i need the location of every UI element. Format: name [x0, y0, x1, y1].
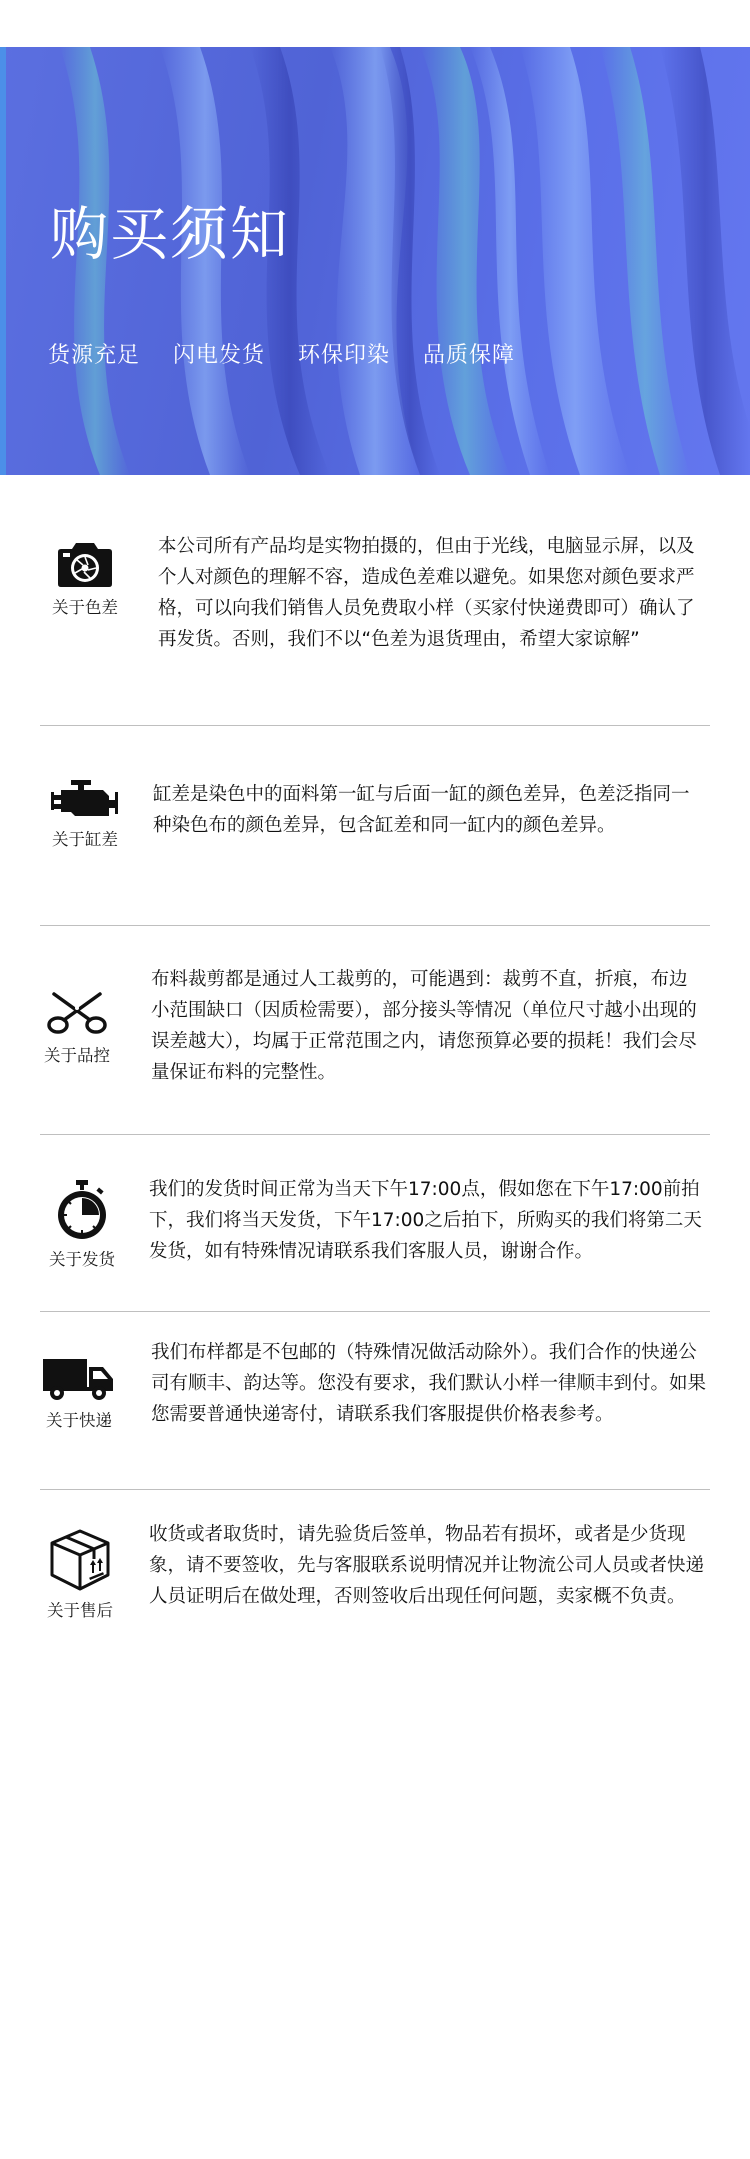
notice-text: 本公司所有产品均是实物拍摄的，但由于光线，电脑显示屏，以及个人对颜色的理解不容，造成色差难以避免。如果您对颜色要求严格，可以向我们销售人员免费取小样（买家付快递费即可）确认了再发货。否则，我们不以“色差为退货理由，希望大家谅解”	[158, 536, 695, 650]
notice-text: 我们布样都是不包邮的（特殊情况做活动除外）。我们合作的快递公司有顺丰、韵达等。您没有要求，我们默认小样一律顺丰到付。如果您需要普通快递寄付，请联系我们客服提供价格表参考。	[151, 1342, 707, 1425]
engine-icon	[51, 778, 119, 820]
section-divider	[40, 1134, 710, 1135]
banner-left-edge	[0, 47, 6, 475]
section-divider	[40, 1311, 710, 1312]
notice-text: 布料裁剪都是通过人工裁剪的，可能遇到：裁剪不直，折痕，布边小范围缺口（因质检需要），部分接头等情况（单位尺寸越小出现的误差越大），均属于正常范围之内，请您预算必要的损耗！我们会尽量保证布料的完整性。	[151, 969, 697, 1083]
notice-label: 关于缸差	[52, 830, 118, 849]
package-box-icon	[48, 1529, 112, 1591]
hero-banner	[0, 47, 750, 475]
feature-tag: 闪电发货	[173, 343, 266, 368]
camera-icon	[56, 540, 114, 588]
notice-text: 我们的发货时间正常为当天下午17:00点，假如您在下午17:00前拍下，我们将当天发货，下午17:00之后拍下，所购买的我们将第二天发货，如有特殊情况请联系我们客服人员，谢谢合作。	[149, 1179, 702, 1262]
notice-text: 收货或者取货时，请先验货后签单，物品若有损坏，或者是少货现象，请不要签收，先与客服联系说明情况并让物流公司人员或者快递人员证明后在做处理，否则签收后出现任何问题，卖家概不负责。	[149, 1524, 705, 1607]
notice-label: 关于售后	[47, 1601, 113, 1620]
section-divider	[40, 725, 710, 726]
stopwatch-icon	[55, 1180, 109, 1240]
notice-label: 关于发货	[49, 1250, 115, 1269]
notice-label: 关于色差	[52, 598, 118, 617]
feature-tag: 货源充足	[48, 343, 141, 368]
section-divider	[40, 1489, 710, 1490]
feature-tags	[48, 338, 548, 369]
delivery-truck-icon	[43, 1357, 115, 1401]
notice-label: 关于品控	[44, 1046, 110, 1065]
feature-tag: 品质保障	[423, 343, 516, 368]
feature-tag: 环保印染	[298, 343, 391, 368]
notice-text: 缸差是染色中的面料第一缸与后面一缸的颜色差异，色差泛指同一种染色布的颜色差异，包含缸差和同一缸内的颜色差异。	[153, 784, 690, 836]
scissors-icon	[46, 992, 108, 1036]
page-title: 购买须知	[50, 200, 291, 268]
section-divider	[40, 925, 710, 926]
notice-label: 关于快递	[46, 1411, 112, 1430]
